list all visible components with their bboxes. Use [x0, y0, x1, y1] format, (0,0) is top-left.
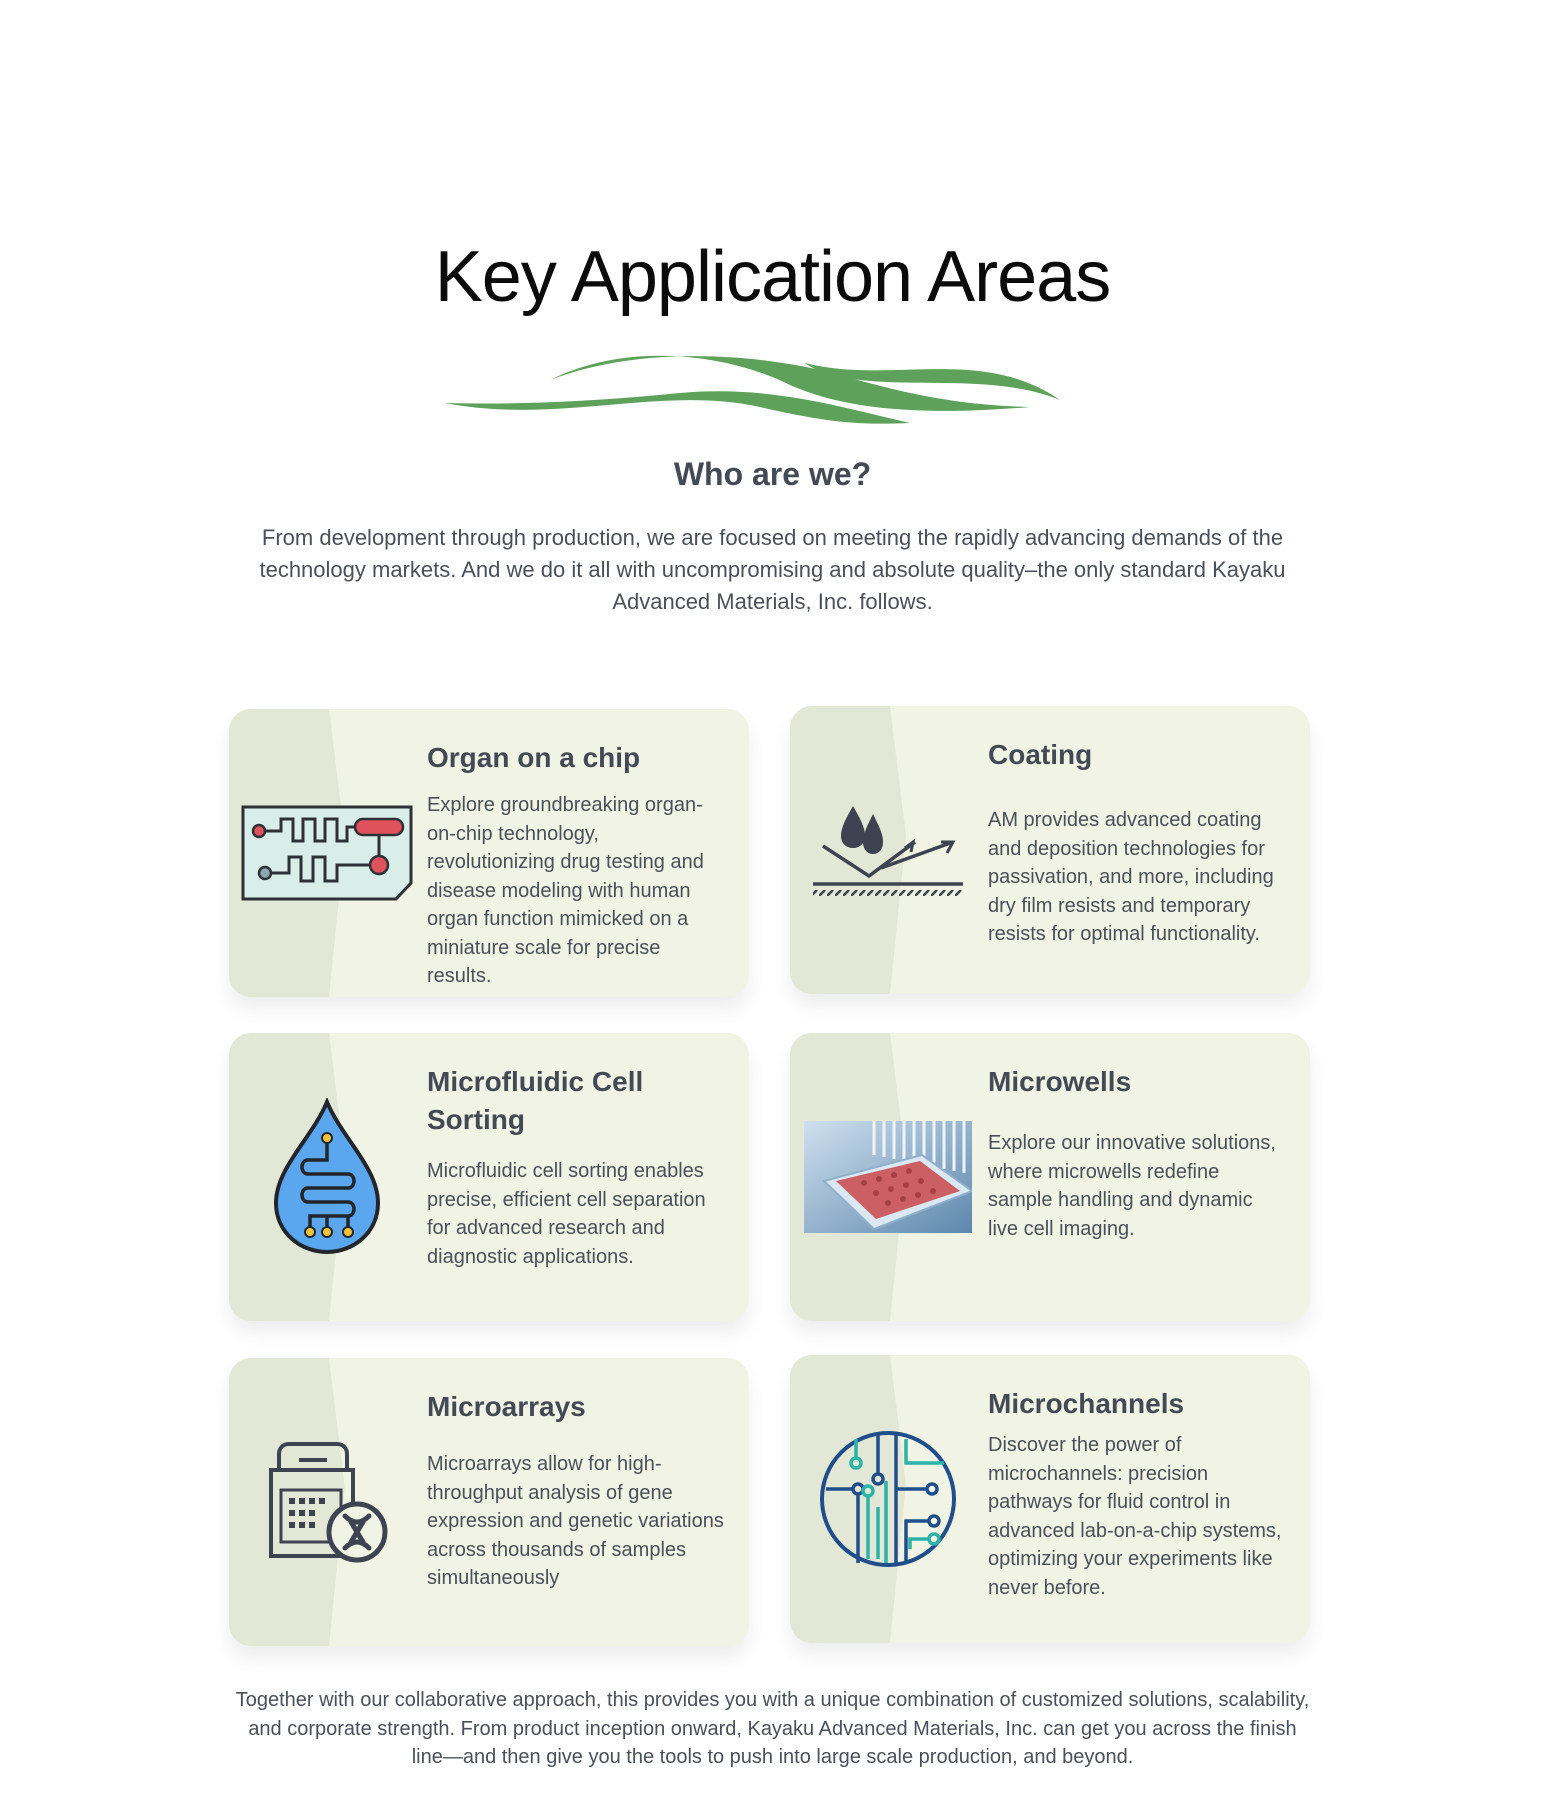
- card-microchannels[interactable]: [790, 1355, 1310, 1643]
- card-title: Coating: [988, 739, 1093, 770]
- card-title: Microfluidic Cell Sorting: [427, 1066, 644, 1135]
- droplet-circuit-icon: [229, 1033, 424, 1321]
- card-title: Microwells: [988, 1066, 1132, 1097]
- card-title: Organ on a chip: [427, 742, 641, 773]
- chip-circuit-icon: [229, 709, 424, 997]
- card-text: Explore our innovative solutions, where microwells redefine sample handling and dynamic live cell imaging.: [988, 1132, 1276, 1240]
- microarray-chromosome-icon: [229, 1358, 424, 1646]
- card-title: Microarrays: [427, 1391, 586, 1422]
- droplet-deposition-icon: [790, 706, 985, 994]
- card-coating[interactable]: [790, 706, 1310, 994]
- microwell-plate-photo: [790, 1033, 985, 1321]
- card-text: Microfluidic cell sorting enables precise, efficient cell separation for advanced research and diagnostic applications.: [427, 1160, 706, 1268]
- intro-paragraph: From development through production, we are focused on meeting the rapidly advancing demands of the technology markets. And we do it all with uncompromising and absolute quality–the only standard Kayaku Advanced Materials, Inc. follows.: [259, 525, 1286, 614]
- green-wave-divider: [440, 345, 1070, 435]
- card-microfluidic-cell-sorting[interactable]: [229, 1033, 749, 1321]
- card-organ-on-a-chip[interactable]: [229, 709, 749, 997]
- page-title: Key Application Areas: [434, 237, 1111, 317]
- card-text: Explore groundbreaking organ-on-chip technology, revolutionizing drug testing and disease modeling with human organ function mimicked on a miniature scale for precise results.: [427, 794, 704, 987]
- card-text: AM provides advanced coating and deposition technologies for passivation, and more, including dry film resists and temporary resists for optimal functionality.: [988, 809, 1274, 945]
- outro-paragraph: Together with our collaborative approach, this provides you with a unique combination of customized solutions, scalability, and corporate strength. From product inception onward, Kayaku Advanced Materials, Inc. can get you across the finish line—and then give you the tools to push into large scale production, and beyond.: [235, 1689, 1310, 1768]
- microchannel-circuit-icon: [790, 1355, 985, 1643]
- card-microwells[interactable]: [790, 1033, 1310, 1321]
- section-subtitle: Who are we?: [673, 456, 872, 492]
- card-microarrays[interactable]: [229, 1358, 749, 1646]
- card-title: Microchannels: [988, 1388, 1185, 1419]
- card-text: Microarrays allow for high-throughput analysis of gene expression and genetic variations across thousands of samples simultaneously: [427, 1453, 724, 1589]
- card-text: Discover the power of microchannels: precision pathways for fluid control in advanced lab-on-a-chip systems, optimizing your experiments like never before.: [988, 1434, 1282, 1599]
